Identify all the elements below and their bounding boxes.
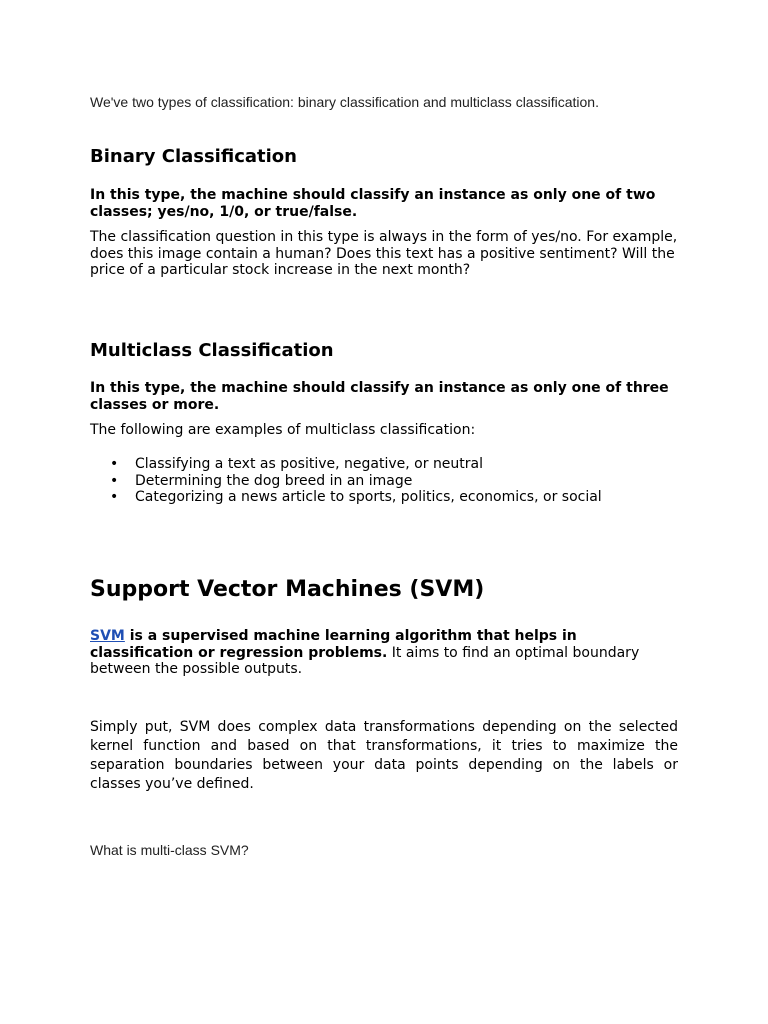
svm-link[interactable]: SVM [90, 628, 125, 644]
bullet-icon: • [110, 472, 119, 489]
list-item-text: Determining the dog breed in an image [135, 472, 413, 489]
binary-classification-lead: In this type, the machine should classify an instance as only one of two classes; yes/no, 1/0, or true/false. [90, 187, 656, 220]
binary-classification-body: The classification question in this type is always in the form of yes/no. For example, does this image contain a human? Does this text has a positive sentiment? Will the price of a particular stock increase in the next month? [90, 229, 678, 278]
list-item [90, 456, 678, 473]
svm-intro-bold-text: is a supervised machine learning algorithm that helps in classification or regression problems. [90, 628, 577, 661]
multiclass-classification-lead: In this type, the machine should classify an instance as only one of three classes or more. [90, 380, 669, 413]
svm-intro-paragraph [90, 628, 678, 678]
document-page [90, 0, 678, 1024]
binary-classification-heading: Binary Classification [90, 146, 297, 167]
bullet-icon: • [110, 456, 119, 472]
svm-intro-text: It aims to find an optimal boundary between the possible outputs. [90, 644, 640, 677]
multiclass-classification-body: The following are examples of multiclass classification: [90, 422, 476, 438]
list-item [90, 473, 678, 490]
svm-detail-paragraph: Simply put, SVM does complex data transformations depending on the selected kernel function and based on that transformations, it tries to maximize the separation boundaries between your data points depending on the labels or classes you’ve defined. [90, 719, 678, 792]
intro-paragraph: We've two types of classification: binary classification and multiclass classification. [90, 94, 599, 110]
list-item-text: Categorizing a news article to sports, politics, economics, or social [135, 489, 602, 505]
list-item-text: Classifying a text as positive, negative, or neutral [135, 456, 484, 472]
multiclass-classification-heading: Multiclass Classification [90, 340, 334, 361]
list-item [90, 489, 678, 506]
bullet-icon: • [110, 489, 119, 505]
multiclass-svm-question: What is multi-class SVM? [90, 842, 249, 858]
svm-heading: Support Vector Machines (SVM) [90, 577, 485, 602]
multiclass-examples-list [90, 456, 678, 506]
